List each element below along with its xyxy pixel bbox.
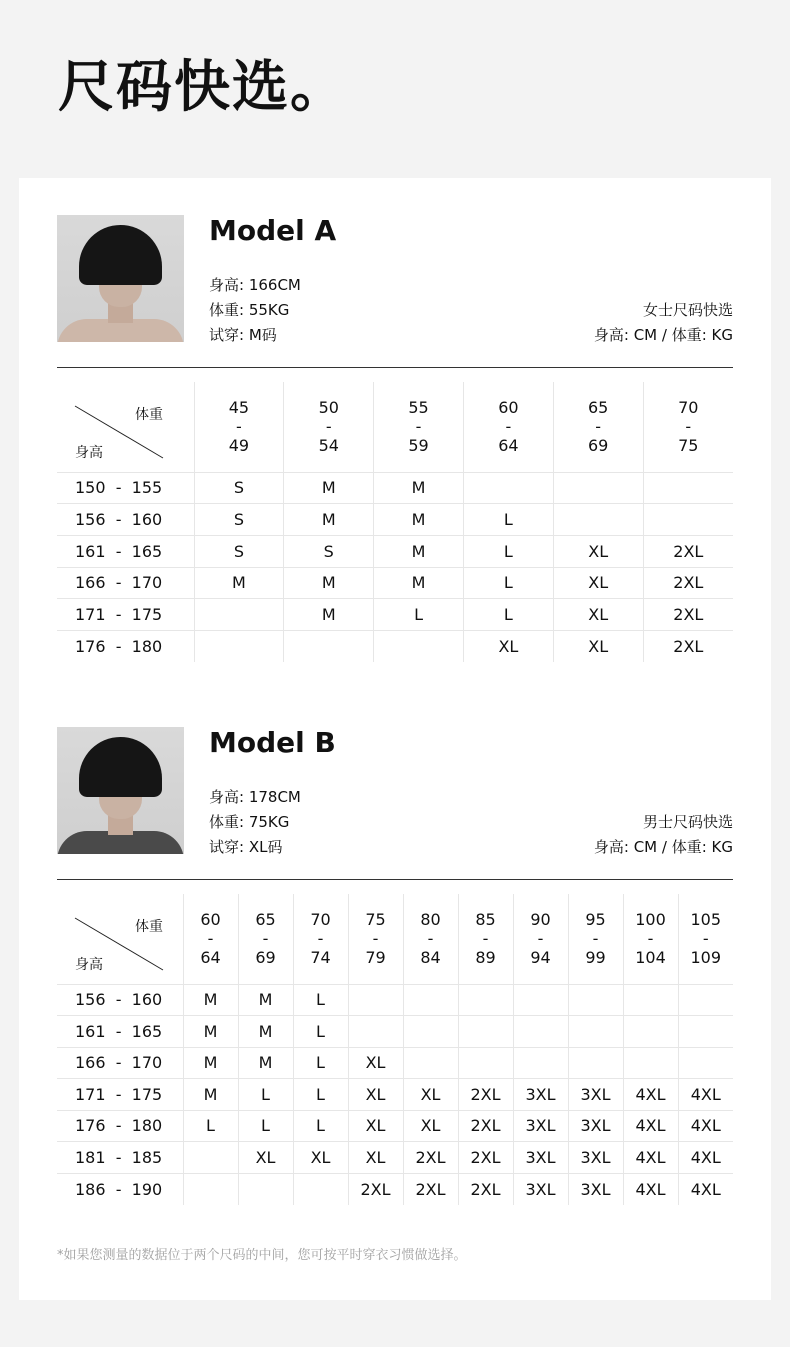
size-cell: 4XL <box>623 1079 678 1111</box>
size-cell: 4XL <box>623 1142 678 1174</box>
size-cell: 2XL <box>643 535 733 567</box>
size-cell: 3XL <box>513 1173 568 1205</box>
size-cell <box>458 1047 513 1079</box>
model-a-height: 身高: 166CM <box>209 276 301 294</box>
model-a-try-on: 试穿: M码 <box>209 326 277 344</box>
weight-range-to: 59 <box>408 436 429 456</box>
weight-range-from: 85 <box>475 910 496 930</box>
weight-range-sep: - <box>505 417 512 437</box>
model-b-size-table <box>57 894 733 1205</box>
size-cell: XL <box>348 1142 403 1174</box>
size-cell <box>553 472 643 504</box>
size-cell: M <box>194 567 284 599</box>
table-row <box>57 472 733 504</box>
weight-range-sep: - <box>325 417 332 437</box>
weight-range-header <box>194 382 284 472</box>
corner-cell <box>57 894 183 984</box>
size-cell <box>678 984 733 1016</box>
table-row <box>57 567 733 599</box>
weight-range-header <box>623 894 678 984</box>
model-a-divider <box>57 367 733 368</box>
size-cell <box>284 630 374 662</box>
size-cell: 2XL <box>643 567 733 599</box>
model-a-size-table <box>57 382 733 662</box>
weight-range-from: 55 <box>408 398 429 418</box>
weight-range-from: 65 <box>255 910 276 930</box>
size-cell <box>458 1016 513 1048</box>
weight-range-sep: - <box>207 929 214 949</box>
size-cell: XL <box>553 599 643 631</box>
size-cell <box>348 984 403 1016</box>
weight-range-header <box>643 382 733 472</box>
size-cell: S <box>194 535 284 567</box>
weight-range-sep: - <box>236 417 242 437</box>
weight-range-from: 100 <box>635 910 666 930</box>
size-cell <box>403 1016 458 1048</box>
size-cell: 3XL <box>513 1110 568 1142</box>
size-cell: M <box>284 504 374 536</box>
weight-range-header <box>553 382 643 472</box>
size-cell <box>553 504 643 536</box>
size-cell: 3XL <box>513 1079 568 1111</box>
size-cell <box>623 1016 678 1048</box>
weight-range-to: 89 <box>475 948 496 968</box>
size-cell: M <box>238 984 293 1016</box>
weight-range-from: 70 <box>678 398 699 418</box>
size-cell: M <box>238 1047 293 1079</box>
weight-range-header <box>678 894 733 984</box>
size-cell: M <box>374 504 464 536</box>
size-cell: M <box>183 1047 238 1079</box>
size-cell: L <box>293 1079 348 1111</box>
size-cell: M <box>284 472 374 504</box>
model-a-chart-title: 女士尺码快选 <box>642 301 733 319</box>
weight-range-from: 105 <box>690 910 722 930</box>
corner-weight-label: 体重 <box>135 919 163 935</box>
size-cell: XL <box>348 1047 403 1079</box>
weight-range-header <box>463 382 553 472</box>
table-row <box>57 630 733 662</box>
page-title: 尺码快选。 <box>58 55 348 120</box>
height-range-cell: 161 - 165 <box>57 535 194 567</box>
size-cell: XL <box>553 630 643 662</box>
size-cell <box>293 1173 348 1205</box>
model-a-weight: 体重: 55KG <box>209 301 290 319</box>
weight-range-to: 109 <box>690 948 722 968</box>
weight-range-sep: - <box>537 929 544 949</box>
height-range-cell: 156 - 160 <box>57 984 183 1016</box>
corner-cell <box>57 382 194 472</box>
weight-range-sep: - <box>427 929 434 949</box>
size-cell: 3XL <box>513 1142 568 1174</box>
size-cell: 3XL <box>568 1173 623 1205</box>
size-cell: L <box>374 599 464 631</box>
table-row <box>57 1173 733 1205</box>
size-cell <box>403 1047 458 1079</box>
size-cell <box>568 984 623 1016</box>
size-cell: 3XL <box>568 1079 623 1111</box>
weight-range-header <box>293 894 348 984</box>
size-cell <box>403 984 458 1016</box>
weight-range-sep: - <box>592 929 599 949</box>
weight-range-to: 64 <box>200 948 221 968</box>
size-cell <box>183 1142 238 1174</box>
weight-range-from: 60 <box>498 398 519 418</box>
weight-range-to: 69 <box>255 948 276 968</box>
size-cell <box>463 472 553 504</box>
height-range-cell: 176 - 180 <box>75 637 163 657</box>
size-cell: XL <box>348 1110 403 1142</box>
weight-range-from: 80 <box>420 910 441 930</box>
size-cell <box>678 1047 733 1079</box>
size-cell: L <box>238 1079 293 1111</box>
height-range-cell: 171 - 175 <box>57 599 194 631</box>
weight-range-header <box>348 894 403 984</box>
size-cell <box>458 984 513 1016</box>
model-b-photo <box>57 727 184 854</box>
weight-range-sep: - <box>415 417 422 437</box>
model-b-name: Model B <box>209 726 336 759</box>
weight-range-from: 60 <box>200 910 221 930</box>
size-cell: XL <box>403 1079 458 1111</box>
size-cell: 4XL <box>678 1173 733 1205</box>
weight-range-header <box>238 894 293 984</box>
weight-range-to: 104 <box>635 948 666 968</box>
model-a-units: 身高: CM / 体重: KG <box>593 326 733 344</box>
table-row <box>57 1047 733 1079</box>
model-a-photo <box>57 215 184 342</box>
size-cell: 4XL <box>623 1110 678 1142</box>
size-cell <box>623 984 678 1016</box>
weight-range-from: 75 <box>365 910 386 930</box>
size-cell <box>513 1047 568 1079</box>
model-b-units: 身高: CM / 体重: KG <box>593 838 733 856</box>
size-cell: XL <box>553 535 643 567</box>
size-cell <box>194 630 284 662</box>
size-cell: XL <box>238 1142 293 1174</box>
weight-range-from: 70 <box>310 910 331 930</box>
size-cell: S <box>194 472 284 504</box>
weight-range-to: 49 <box>228 436 250 456</box>
size-cell: XL <box>293 1142 348 1174</box>
size-cell <box>623 1047 678 1079</box>
size-cell: L <box>463 567 553 599</box>
height-range-cell: 166 - 170 <box>57 1047 183 1079</box>
model-b-chart-title: 男士尺码快选 <box>642 813 733 831</box>
table-row <box>57 599 733 631</box>
size-cell: M <box>183 984 238 1016</box>
size-cell <box>238 1173 293 1205</box>
size-cell: L <box>293 1110 348 1142</box>
size-cell <box>513 1016 568 1048</box>
size-cell: 2XL <box>403 1173 458 1205</box>
size-cell: L <box>293 984 348 1016</box>
weight-range-sep: - <box>262 929 269 949</box>
size-cell: XL <box>348 1079 403 1111</box>
size-cell: 2XL <box>348 1173 403 1205</box>
height-range-cell: 161 - 165 <box>57 1016 183 1048</box>
size-cell: 4XL <box>678 1110 733 1142</box>
size-cell: L <box>293 1047 348 1079</box>
model-b-divider <box>57 879 733 880</box>
size-cell: M <box>284 567 374 599</box>
weight-range-header <box>513 894 568 984</box>
size-guide-card <box>19 178 771 1300</box>
size-cell: 2XL <box>458 1173 513 1205</box>
size-cell <box>568 1047 623 1079</box>
weight-range-to: 99 <box>585 948 606 968</box>
height-range-cell: 156 - 160 <box>57 504 194 536</box>
size-cell <box>643 472 733 504</box>
weight-range-to: 75 <box>678 436 699 456</box>
size-cell: M <box>374 535 464 567</box>
weight-range-header <box>374 382 464 472</box>
height-range-cell: 150 - 155 <box>57 472 194 504</box>
weight-range-from: 90 <box>530 910 551 930</box>
size-cell: S <box>194 504 284 536</box>
weight-range-to: 64 <box>498 436 519 456</box>
model-a-name: Model A <box>209 214 337 247</box>
size-cell: 2XL <box>458 1079 513 1111</box>
size-cell: M <box>238 1016 293 1048</box>
corner-height-label: 身高 <box>75 957 103 973</box>
size-cell: 4XL <box>623 1173 678 1205</box>
weight-range-from: 45 <box>228 398 250 418</box>
size-cell <box>183 1173 238 1205</box>
header-row <box>57 894 733 984</box>
corner-height-label: 身高 <box>75 445 103 461</box>
size-cell: L <box>183 1110 238 1142</box>
table-row <box>57 535 733 567</box>
height-range-cell: 176 - 180 <box>57 1110 183 1142</box>
weight-range-sep: - <box>482 929 489 949</box>
table-row <box>57 984 733 1016</box>
size-cell: 2XL <box>403 1142 458 1174</box>
weight-range-sep: - <box>372 929 379 949</box>
model-b-weight: 体重: 75KG <box>209 813 290 831</box>
height-range-cell: 186 - 190 <box>75 1179 163 1199</box>
height-range-cell: 166 - 170 <box>57 567 194 599</box>
weight-range-to: 54 <box>318 436 339 456</box>
height-range-cell: 181 - 185 <box>57 1142 183 1174</box>
size-cell: M <box>374 567 464 599</box>
weight-range-to: 79 <box>365 948 386 968</box>
weight-range-sep: - <box>595 417 602 437</box>
size-cell <box>194 599 284 631</box>
size-cell <box>513 984 568 1016</box>
size-cell: L <box>463 535 553 567</box>
size-cell: 2XL <box>643 630 733 662</box>
weight-range-sep: - <box>647 929 654 949</box>
weight-range-sep: - <box>317 929 324 949</box>
weight-range-to: 74 <box>310 948 331 968</box>
height-range-cell: 171 - 175 <box>57 1079 183 1111</box>
size-cell: S <box>284 535 374 567</box>
size-cell: L <box>238 1110 293 1142</box>
size-cell: M <box>374 472 464 504</box>
size-cell: 4XL <box>678 1079 733 1111</box>
model-b-height: 身高: 178CM <box>209 788 301 806</box>
size-cell: 4XL <box>678 1142 733 1174</box>
weight-range-header <box>458 894 513 984</box>
size-cell <box>678 1016 733 1048</box>
weight-range-to: 84 <box>420 948 441 968</box>
table-row <box>57 1110 733 1142</box>
size-cell: M <box>183 1016 238 1048</box>
weight-range-header <box>403 894 458 984</box>
table-row <box>57 1142 733 1174</box>
size-cell: XL <box>403 1110 458 1142</box>
size-cell: 2XL <box>458 1142 513 1174</box>
weight-range-from: 50 <box>318 398 339 418</box>
size-cell: L <box>463 599 553 631</box>
weight-range-from: 95 <box>585 910 606 930</box>
weight-range-header <box>284 382 374 472</box>
size-cell: 2XL <box>458 1110 513 1142</box>
size-cell: 3XL <box>568 1142 623 1174</box>
weight-range-sep: - <box>685 417 692 437</box>
size-cell <box>568 1016 623 1048</box>
size-cell: L <box>463 504 553 536</box>
weight-range-from: 65 <box>588 398 609 418</box>
weight-range-header <box>568 894 623 984</box>
size-cell <box>348 1016 403 1048</box>
weight-range-header <box>183 894 238 984</box>
size-cell: XL <box>553 567 643 599</box>
size-cell: M <box>284 599 374 631</box>
table-row <box>57 1079 733 1111</box>
weight-range-to: 69 <box>588 436 609 456</box>
table-row <box>57 504 733 536</box>
weight-range-sep: - <box>702 929 709 949</box>
table-row <box>57 1016 733 1048</box>
size-cell <box>643 504 733 536</box>
footnote: *如果您测量的数据位于两个尺码的中间，您可按平时穿衣习惯做选择。 <box>57 1248 467 1263</box>
header-row <box>57 382 733 472</box>
size-cell <box>374 630 464 662</box>
weight-range-to: 94 <box>530 948 551 968</box>
size-cell: 3XL <box>568 1110 623 1142</box>
size-cell: 2XL <box>643 599 733 631</box>
corner-weight-label: 体重 <box>135 407 163 423</box>
size-cell: M <box>183 1079 238 1111</box>
model-b-try-on: 试穿: XL码 <box>209 838 283 856</box>
size-cell: XL <box>463 630 553 662</box>
size-cell: L <box>293 1016 348 1048</box>
